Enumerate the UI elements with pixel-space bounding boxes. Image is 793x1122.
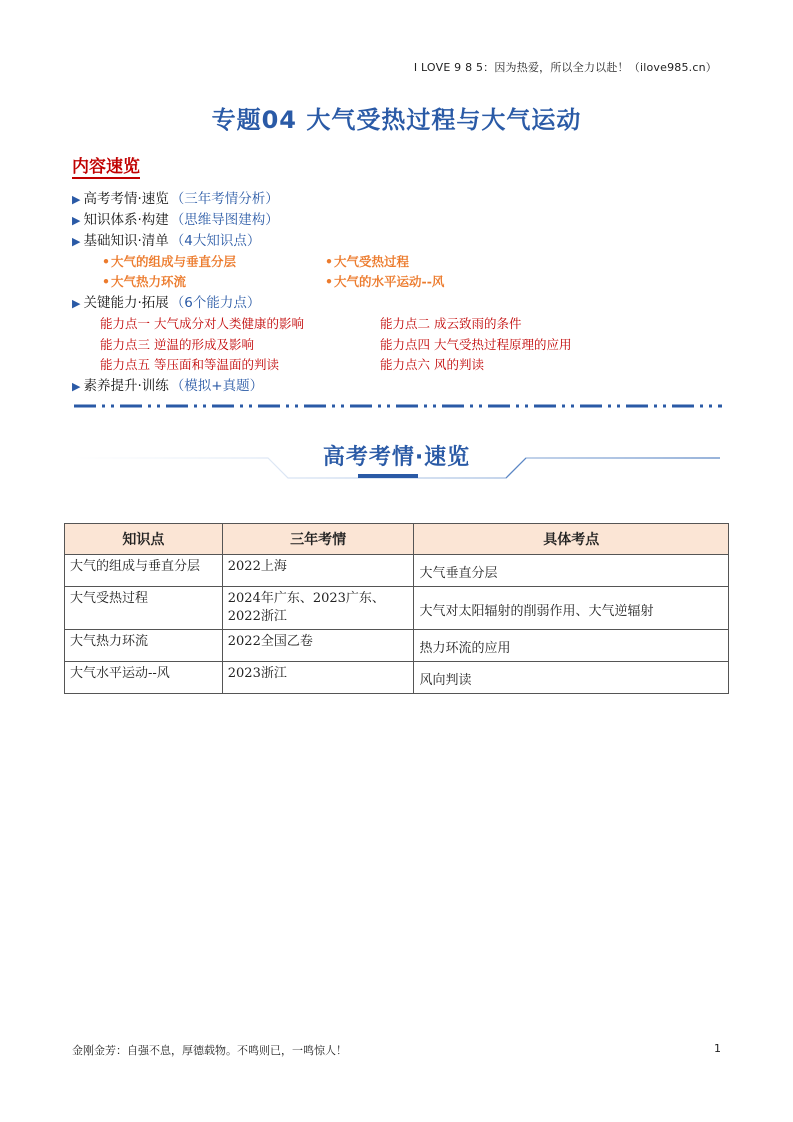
table-cell: 大气垂直分层 [414, 555, 729, 587]
table-header-row [65, 524, 729, 555]
table-cell: 大气受热过程 [65, 587, 223, 630]
ability-point-link[interactable]: 能力点二 成云致雨的条件 [380, 316, 522, 331]
triangle-right-icon: ▶ [72, 235, 81, 248]
toc-item-exam-analysis[interactable]: ▶ 高考考情·速览 （三年考情分析） [72, 191, 279, 207]
column-header: 三年考情 [222, 524, 414, 555]
table-cell: 2022全国乙卷 [222, 630, 414, 662]
triangle-right-icon: ▶ [72, 214, 81, 227]
table-row [65, 587, 729, 630]
triangle-right-icon: ▶ [72, 380, 81, 393]
overview-heading: 内容速览 [72, 157, 140, 177]
knowledge-point-link[interactable]: •大气的水平运动--风 [325, 274, 445, 289]
page-title: 专题04 大气受热过程与大气运动 [211, 106, 582, 134]
ability-point-link[interactable]: 能力点六 风的判读 [380, 357, 484, 372]
section-divider [74, 404, 722, 408]
knowledge-point-link[interactable]: •大气的组成与垂直分层 [102, 254, 237, 269]
table-row [65, 555, 729, 587]
toc-item-basic-knowledge[interactable]: ▶ 基础知识·清单 （4大知识点） [72, 233, 261, 249]
column-header: 具体考点 [414, 524, 729, 555]
toc-item-key-abilities[interactable]: ▶ 关键能力·拓展 （6个能力点） [72, 295, 261, 311]
bullet-icon: • [102, 254, 110, 269]
table-cell: 2022上海 [222, 555, 414, 587]
header-note: I LOVE 9 8 5：因为热爱，所以全力以赴！（ilove985.cn） [413, 61, 717, 74]
table-cell: 2024年广东、2023广东、2022浙江 [222, 587, 414, 630]
table-cell: 大气水平运动--风 [65, 662, 223, 694]
table-row [65, 630, 729, 662]
footer-motto: 金刚金芳：自强不息，厚德载物。不鸣则已，一鸣惊人！ [72, 1044, 347, 1057]
triangle-right-icon: ▶ [72, 297, 81, 310]
section-title: 高考考情·速览 [322, 445, 471, 470]
ability-point-link[interactable]: 能力点四 大气受热过程原理的应用 [380, 337, 572, 352]
bullet-icon: • [102, 274, 110, 289]
table-cell: 风向判读 [414, 662, 729, 694]
table-cell: 大气对太阳辐射的削弱作用、大气逆辐射 [414, 587, 729, 630]
ability-point-link[interactable]: 能力点一 大气成分对人类健康的影响 [100, 316, 304, 331]
bullet-icon: • [325, 274, 333, 289]
ability-point-link[interactable]: 能力点三 逆温的形成及影响 [100, 337, 254, 352]
bullet-icon: • [325, 254, 333, 269]
table-cell: 大气热力环流 [65, 630, 223, 662]
knowledge-point-link[interactable]: •大气热力环流 [102, 274, 187, 289]
page-number: 1 [714, 1042, 721, 1055]
ability-point-link[interactable]: 能力点五 等压面和等温面的判读 [100, 357, 279, 372]
exam-analysis-table [64, 523, 729, 694]
table-cell: 大气的组成与垂直分层 [65, 555, 223, 587]
toc-item-knowledge-system[interactable]: ▶ 知识体系·构建 （思维导图建构） [72, 212, 279, 228]
table-cell: 热力环流的应用 [414, 630, 729, 662]
table-cell: 2023浙江 [222, 662, 414, 694]
triangle-right-icon: ▶ [72, 193, 81, 206]
column-header: 知识点 [65, 524, 223, 555]
table-row [65, 662, 729, 694]
toc-item-literacy-training[interactable]: ▶ 素养提升·训练 （模拟+真题） [72, 378, 264, 394]
knowledge-point-link[interactable]: •大气受热过程 [325, 254, 410, 269]
